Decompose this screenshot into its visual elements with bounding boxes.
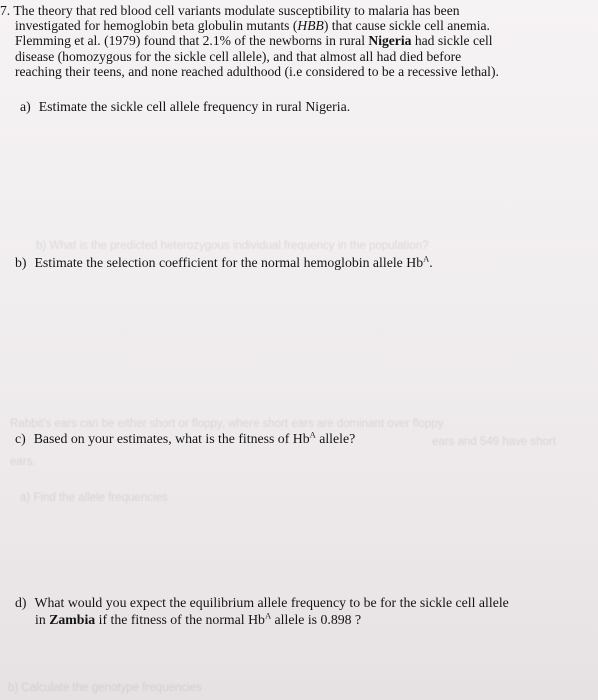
- gene-name: HBB: [297, 18, 324, 34]
- bleed-through-text-5: a) Find the allele frequencies: [20, 492, 168, 504]
- bleed-through-text-2: Rabbit's ears can be either short or floppy, where short ears are dominant over floppy: [10, 418, 444, 430]
- problem-number: 7.: [0, 3, 11, 18]
- question-b: b) Estimate the selection coefficient for the normal hemoglobin allele $Hb^A$.: [15, 253, 433, 270]
- bleed-through-text-6: b) Calculate the genotype frequencies: [8, 682, 202, 694]
- question-a: [20, 98, 350, 115]
- question-b-label: b): [15, 255, 27, 270]
- question-c: c) Based on your estimates, what is the fitness of $Hb^A$ allele?: [15, 429, 356, 446]
- intro-line-3: Flemming et al. (1979) found that 2.1% of the newborns in rural Nigeria had sickle cell: [15, 33, 493, 49]
- question-d-text-line-1: What would you expect the equilibrium allele frequency to be for the sickle cell allele: [34, 595, 509, 610]
- question-d-text-line-2: in Zambia if the fitness of the normal $Hb^A$ allele is 0.898 ?: [35, 610, 362, 627]
- intro-line-4: disease (homozygous for the sickle cell allele), and that almost all had died before: [15, 48, 462, 64]
- bleed-through-text-3: ears and 549 have short: [432, 436, 557, 448]
- question-b-text: Estimate the selection coefficient for the normal hemoglobin allele Hb: [34, 255, 424, 270]
- question-a-text: Estimate the sickle cell allele frequency in rural Nigeria.: [38, 99, 351, 114]
- intro-line-1: 7. The theory that red blood cell variants modulate susceptibility to malaria has been: [0, 3, 460, 18]
- bleed-through-text-1: b) What is the predicted heterozygous individual frequency in the population?: [36, 240, 429, 252]
- question-d-label: d): [15, 595, 27, 610]
- location-nigeria: Nigeria: [368, 33, 412, 49]
- question-c-label: c): [15, 431, 26, 446]
- problem-intro: [0, 3, 584, 79]
- intro-line-5: reaching their teens, and none reached adulthood (i.e considered to be a recessive lethal).: [15, 63, 499, 79]
- location-zambia: Zambia: [49, 612, 96, 627]
- question-c-text: Based on your estimates, what is the fitness of Hb: [33, 431, 310, 446]
- bleed-through-text-4: ears.: [10, 456, 36, 468]
- question-a-label: a): [20, 99, 31, 114]
- intro-line-2: investigated for hemoglobin beta globulin mutants (HBB) that cause sickle cell anemia.: [15, 18, 490, 34]
- question-d: [15, 594, 509, 628]
